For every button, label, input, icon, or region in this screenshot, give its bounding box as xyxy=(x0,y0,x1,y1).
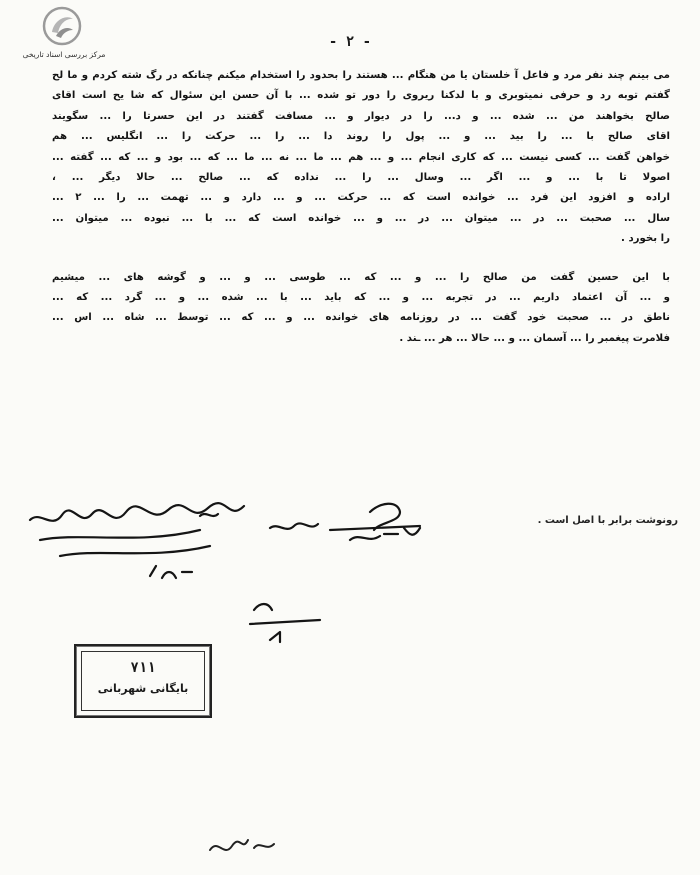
handwritten-date xyxy=(150,566,192,578)
text-line: و ... آن اعتماد داریم ... در تجربه ... و ... که باید ... با ... شده ... و ... گرد ... که ... xyxy=(52,292,670,304)
bottom-signature xyxy=(206,820,286,864)
handwritten-annotation-text xyxy=(200,514,318,529)
text-line: اصولا تا با ... و ... اگر ... وسال ... را ... نداده که ... صالح ... حالا دیگر ... ، xyxy=(52,172,670,184)
text-line: با این حسین گفت من صالح را ... و ... که ... طوسی ... و ... و گوشه های ... میشیم xyxy=(52,271,670,283)
page-number: - ۲ - xyxy=(328,34,372,50)
letter-body xyxy=(52,66,670,349)
text-line: صالح بخواهند من ... شده ... و د... را در دیوار و ... مسافت گفتند در این حسرتا را ... سگویند xyxy=(52,110,670,122)
text-line: سال ... صحبت ... در ... میتوان ... در ... و ... خوانده است که ... با ... نبوده ... میتوان ... xyxy=(52,212,670,224)
handwritten-fraction-small xyxy=(250,604,320,642)
text-line: اقای صالح با ... را بید ... و ... پول را روند دا ... را ... حرکت را ... انگلیس ... هم xyxy=(52,131,670,143)
paragraph-1 xyxy=(52,66,670,250)
archive-logo xyxy=(8,6,120,64)
text-line: را بخورد . xyxy=(621,233,670,245)
text-line: ناطق در ... صحبت خود گفت ... در روزنامه های خوانده ... و ... که ... توسط ... شاه ... اس ... xyxy=(52,312,670,324)
text-line: خواهن گفت ... کسی نیست ... که کاری انجام ... و ... هم ... ما ... نه ... ما ... که ... بود و ... که ... گفته ... xyxy=(52,151,670,163)
text-line: می بینم چند نفر مرد و فاعل آ خلستان یا من هنگام ... هستند را بحدود را استخدام میکنم چنانکه در رگ شته کردم و ما لح xyxy=(52,70,670,81)
paragraph-2 xyxy=(52,268,670,350)
text-line: گفتم توبه رد و حرفی نمیتوبری و با لدکنا ریروی را دور تو شده ... با آن حسن این سئوال که شا یح است اقای xyxy=(52,90,670,102)
text-line: فلامرت پیغمبر را ... آسمان ... و ... حالا ... هر ... ـند . xyxy=(399,332,670,344)
text-line: اراده و افزود این فرد ... خوانده است که ... حرکت ... و ... دارد و ... تهمت ... را ... ۲ ... xyxy=(52,192,670,204)
handwritten-reference-top xyxy=(370,504,400,530)
copy-certification: رونوشت برابر با اصل است . xyxy=(537,515,678,526)
signature-underline-2 xyxy=(60,546,210,556)
archive-logo-caption: مرکز بررسی اسناد تاریخی xyxy=(22,50,106,59)
signature-scribble-right xyxy=(30,503,244,521)
stamp-number: ۷۱۱ xyxy=(130,660,156,676)
stamp-reference: بایگانی شهربانی xyxy=(97,682,189,695)
archive-seal-icon xyxy=(42,6,82,46)
handwritten-fraction-line xyxy=(330,526,420,530)
handwritten-reference-bottom xyxy=(350,528,420,540)
signature-underline xyxy=(40,530,200,540)
registry-stamp xyxy=(74,644,212,718)
